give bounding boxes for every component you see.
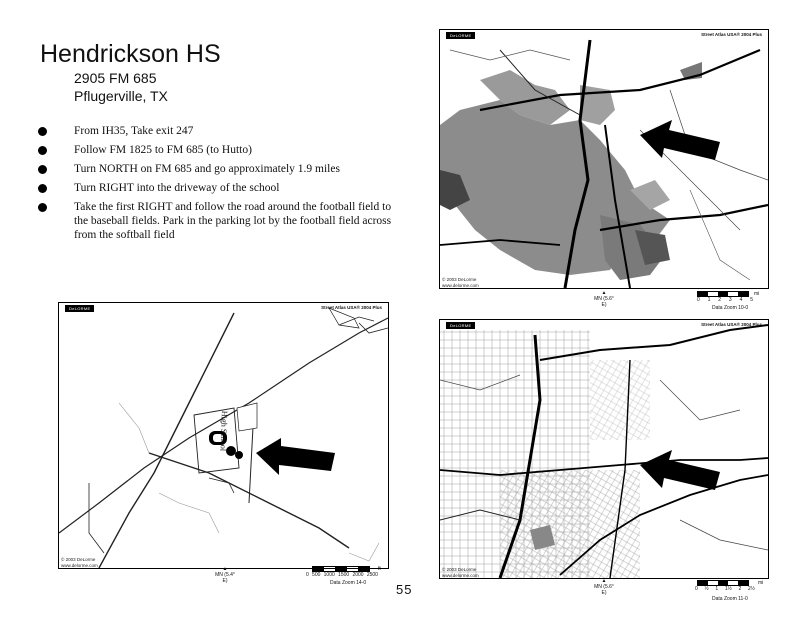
scale-tick-labels: 0 500 1000 1500 2000 2500	[306, 572, 378, 578]
map-website: www.delorme.com	[442, 573, 479, 578]
scale-unit: mi	[754, 291, 760, 297]
map-brand: DeLORME	[446, 322, 475, 329]
north-arrow-icon: ▲ MN (5.4° E)	[215, 566, 235, 584]
directions-list	[38, 124, 398, 247]
map-website: www.delorme.com	[442, 283, 479, 288]
direction-step: Turn NORTH on FM 685 and go approximately 1.9 miles	[38, 162, 398, 176]
area-map-drawing	[440, 320, 768, 578]
address-line-2: Pflugerville, TX	[74, 88, 168, 104]
map-atlas-label: Street Atlas USA® 2004 Plus	[701, 322, 762, 327]
scale-tick-labels: 0 ½ 1 1½ 2 2½	[695, 586, 755, 592]
map-atlas-label: Street Atlas USA® 2004 Plus	[321, 305, 382, 310]
bullet-icon	[38, 165, 47, 174]
map-brand: DeLORME	[65, 305, 94, 312]
north-arrow-icon: ▲ MN (5.6° E)	[594, 290, 614, 308]
bullet-icon	[38, 184, 47, 193]
data-zoom-label: Data Zoom 11-0	[712, 596, 748, 602]
north-arrow-icon: ▲ MN (5.6° E)	[594, 578, 614, 596]
area-map[interactable]	[439, 319, 769, 579]
regional-map-drawing	[440, 30, 768, 288]
direction-step: Follow FM 1825 to FM 685 (to Hutto)	[38, 143, 398, 157]
bullet-icon	[38, 127, 47, 136]
address-line-1: 2905 FM 685	[74, 70, 157, 86]
data-zoom-label: Data Zoom 14-0	[330, 580, 367, 586]
scale-unit: ft	[378, 566, 381, 572]
direction-step: Turn RIGHT into the driveway of the school	[38, 181, 398, 195]
data-zoom-label: Data Zoom 10-0	[712, 305, 749, 311]
map-brand: DeLORME	[446, 32, 475, 39]
map-copyright: © 2003 DeLorme	[442, 277, 477, 282]
scale-unit: mi	[758, 580, 764, 586]
page-number: 55	[396, 582, 413, 597]
school-map-label: High School	[218, 410, 229, 452]
bullet-icon	[38, 146, 47, 155]
detail-map[interactable]	[58, 302, 389, 569]
direction-step: Take the first RIGHT and follow the road around the football field to the baseball fields. Park in the parking lot by the football field across from the softball field	[38, 200, 398, 242]
bullet-icon	[38, 203, 47, 212]
map-copyright: © 2003 DeLorme	[61, 557, 96, 562]
school-title: Hendrickson HS	[40, 40, 221, 68]
map-atlas-label: Street Atlas USA® 2004 Plus	[701, 32, 762, 37]
scale-tick-labels: 0 1 2 3 4 5	[697, 297, 753, 303]
map-website: www.delorme.com	[61, 563, 98, 568]
regional-map[interactable]	[439, 29, 769, 289]
map-copyright: © 2003 DeLorme	[442, 567, 477, 572]
direction-step: From IH35, Take exit 247	[38, 124, 398, 138]
